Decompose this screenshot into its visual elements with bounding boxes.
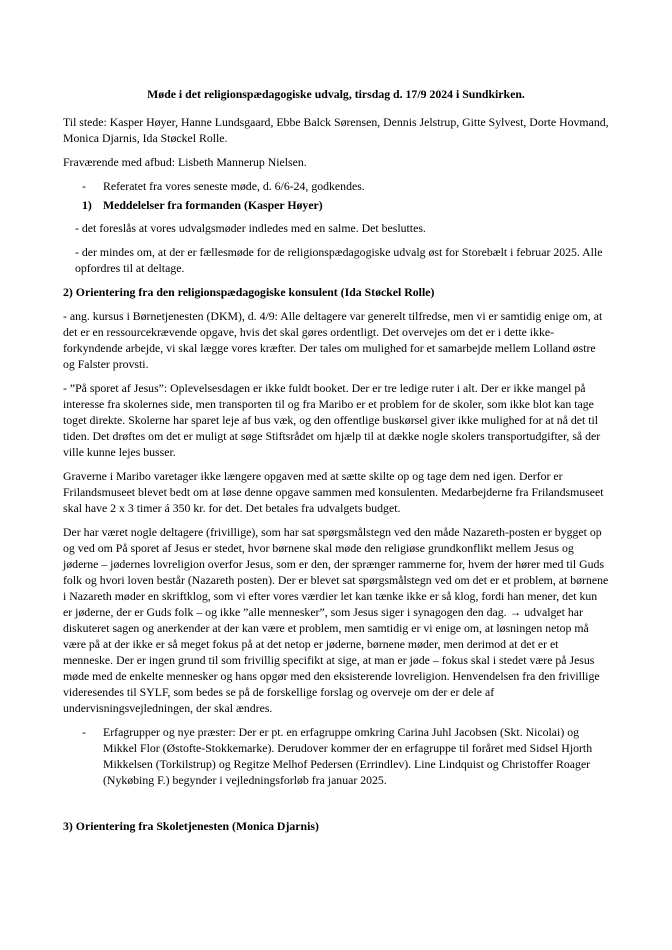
absent-paragraph: Fraværende med afbud: Lisbeth Mannerup Nielsen. <box>63 155 307 169</box>
heading-1-meddelelser <box>63 197 609 213</box>
list-item-referat-text: Referatet fra vores seneste møde, d. 6/6-24, godkendes. <box>103 179 365 193</box>
para-kursus-boernetjenesten: - ang. kursus i Børnetjenesten (DKM), d. 4/9: Alle deltagere var generelt tilfredse, men vi er samtidig enige om, at det er en ressourcekrævende opgave, hvis det skal gøres ordentligt. Det overvejes om det er i dette ikke-forkyndende arbejde, vi skal lægge vores kræfter. Der tales om mulighed for et samarbejde mellem Lolland østre og Falster provsti. <box>63 309 603 371</box>
heading-1-text: Meddelelser fra formanden (Kasper Høyer) <box>103 198 323 212</box>
document-title: Møde i det religionspædagogiske udvalg, tirsdag d. 17/9 2024 i Sundkirken. <box>147 87 525 101</box>
note-salme: - det foreslås at vores udvalgsmøder indledes med en salme. Det besluttes. <box>75 221 426 235</box>
para-graverne-maribo: Graverne i Maribo varetager ikke længere opgaven med at sætte skilte op og tage dem ned igen. Derfor er Frilandsmuseet blevet bedt om at løse denne opgave sammen med konsulenten. Medarbejderne fra Frilandsmuseet skal have 2 x 3 timer á 350 kr. for det. Det betales fra udvalgets budget. <box>63 469 604 515</box>
dash-bullet: - <box>82 179 86 193</box>
list-number: 1) <box>82 198 92 212</box>
heading-3-skoletjenesten: 3) Orientering fra Skoletjenesten (Monica Djarnis) <box>63 819 319 833</box>
list-item-referat <box>63 178 609 194</box>
heading-2-konsulent: 2) Orientering fra den religionspædagogiske konsulent (Ida Støckel Rolle) <box>63 285 435 299</box>
list-item-erfagrupper <box>63 724 609 788</box>
dash-bullet: - <box>82 725 86 739</box>
attendees-paragraph: Til stede: Kasper Høyer, Hanne Lundsgaard, Ebbe Balck Sørensen, Dennis Jelstrup, Gitte Sylvest, Dorte Hovmand, Monica Djarnis, Ida Støckel Rolle. <box>63 115 609 145</box>
list-item-erfagrupper-text: Erfagrupper og nye præster: Der er pt. en erfagruppe omkring Carina Juhl Jacobsen (Skt. Nicolai) og Mikkel Flor (Østofte-Stokkemarke). Derudover kommer der en erfagruppe til foråret med Sidsel Hjorth Mikkelsen (Torkilstrup) og Regitze Melhof Pedersen (Errindlev). Line Lindquist og Christoffer Roager (Nykøbing F.) begynder i vejledningsforløb fra januar 2025. <box>103 725 593 787</box>
para-paa-sporet-af-jesus: - ”På sporet af Jesus”: Oplevelsesdagen er ikke fuldt booket. Der er tre ledige ruter i alt. Der er ikke mangel på interesse fra skolernes side, men transporten til og fra Maribo er et problem for de skoler, som ikke blot kan tage toget direkte. Skolerne har sparet leje af bus væk, og den offentlige buskørsel giver ikke mulighed for at nå det til tiden. Det drøftes om det er muligt at søge Stiftsrådet om hjælp til at dække nogle skolers transportudgifter, så der ville kunne lejes busser. <box>63 381 601 459</box>
note-faellesmoede: - der mindes om, at der er fællesmøde for de religionspædagogiske udvalg øst for Storebælt i februar 2025. Alle opfordres til at deltage. <box>75 245 603 275</box>
para-nazareth-posten: Der har været nogle deltagere (frivillige), som har sat spørgsmålstegn ved den måde Nazareth-posten er bygget op og ved om På sporet af Jesus er stedet, hvor børnene skal møde den religiøse grundkonflikt mellem Jesus og jøderne – jødernes lovreligion overfor Jesus, som er den, der sprænger rammerne for, hvem der hører med til Guds folk og hvori loven består (Nazareth posten). Der er blevet sat spørgsmålstegn ved om det er et problem, at børnene i Nazareth møder en skriftklog, som vi efter vores værdier let kan tænke ikke er så klog, fordi han mener, det kun er jøderne, der er Guds folk – og ikke ”alle mennesker”, som Jesus siger i synagogen den dag. → udvalget har diskuteret sagen og anerkender at der kan være et problem, men samtidig er vi enige om, at løsningen netop må være på at der ikke er så meget fokus på at det netop er jøderne, børnene møder, men derimod at det er et menneske. Der er ingen grund til som frivillig specifikt at sige, at man er jøde – fokus skal i stedet være på Jesus møde med de enkelte mennesker og hans opgør med den eksisterende lovreligion. Henvendelsen fra den frivillige videresendes til SYLF, som bedes se på de forskellige forslag og overveje om der er dele af undervisningsvejledningen, der skal ændres. <box>63 525 609 715</box>
